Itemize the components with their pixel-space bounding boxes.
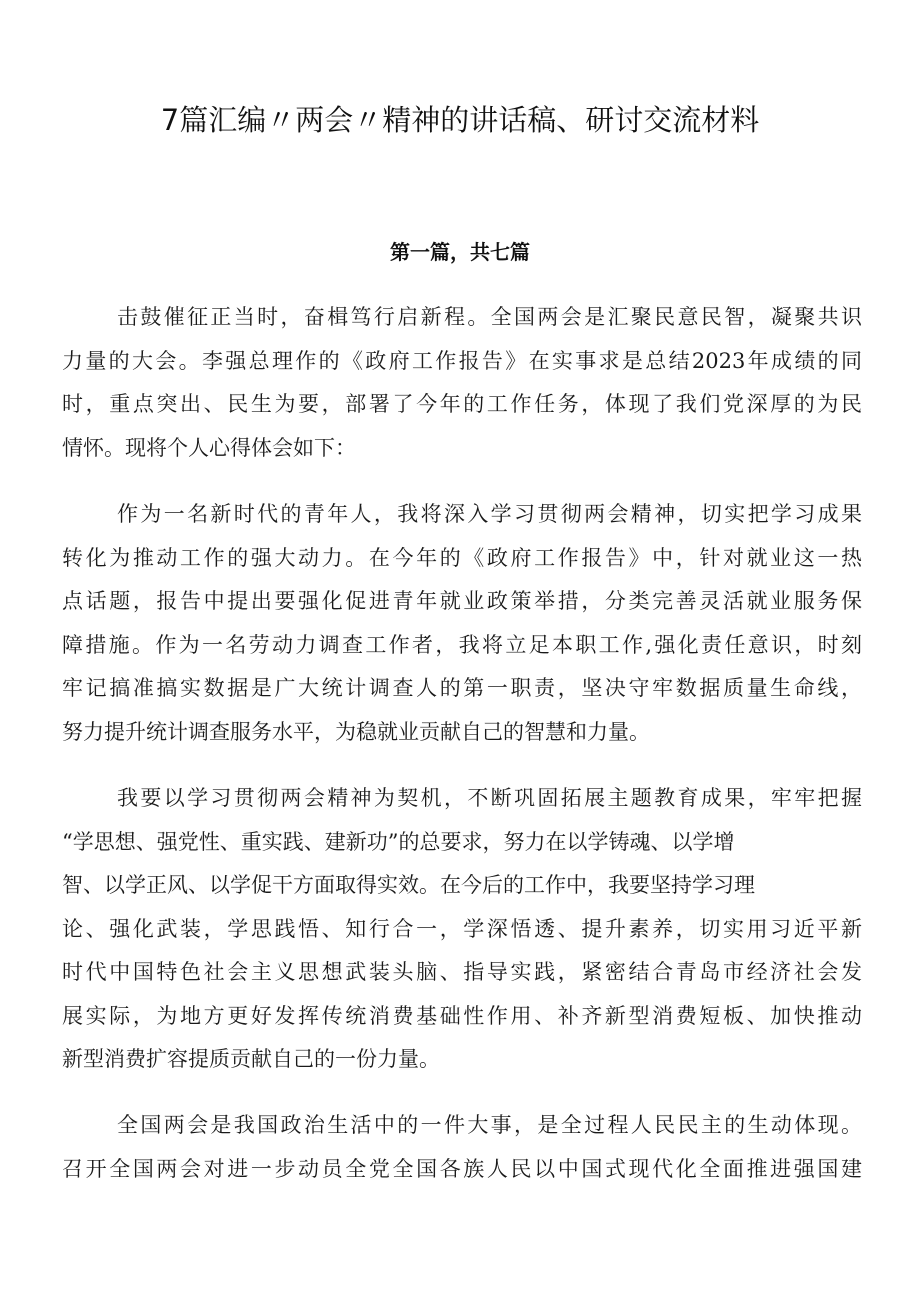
text-line: 时，重点突出、民生为要，部署了今年的工作任务，体现了我们党深厚的为民 bbox=[62, 392, 862, 416]
text-line: 牢记搞准搞实数据是广大统计调查人的第一职责，坚决守牢数据质量生命线， bbox=[62, 676, 862, 700]
text-line: 点话题，报告中提出要强化促进青年就业政策举措，分类完善灵活就业服务保 bbox=[62, 589, 862, 613]
text-line: 智、以学正风、以学促干方面取得实效。在今后的工作中，我要坚持学习理 bbox=[62, 873, 755, 897]
paragraph-3 bbox=[62, 777, 862, 1082]
text-line: 论、强化武装，学思践悟、知行合一，学深悟透、提升素养，切实用习近平新 bbox=[62, 916, 862, 941]
paragraph-2 bbox=[62, 493, 862, 754]
paragraph-4 bbox=[62, 1104, 862, 1191]
text-line: 时代中国特色社会主义思想武装头脑、指导实践，紧密结合青岛市经济社会发 bbox=[62, 960, 862, 984]
text-line: 新型消费扩容提质贡献自己的一份力量。 bbox=[62, 1047, 440, 1071]
text-line: 全国两会是我国政治生活中的一件大事，是全过程人民民主的生动体现。 bbox=[117, 1113, 862, 1137]
text-line: 展实际，为地方更好发挥传统消费基础性作用、补齐新型消费短板、加快推动 bbox=[62, 1003, 862, 1028]
text-line: 召开全国两会对进一步动员全党全国各族人民以中国式现代化全面推进强国建 bbox=[62, 1156, 862, 1181]
text-line: 障措施。作为一名劳动力调查工作者，我将立足本职工作,强化责任意识，时刻 bbox=[62, 632, 862, 657]
paragraph-1 bbox=[62, 296, 862, 470]
text-line: 努力提升统计调查服务水平，为稳就业贡献自己的智慧和力量。 bbox=[62, 719, 650, 744]
document-title: 7篇汇编〃两会〃精神的讲话稿、研讨交流材料 bbox=[160, 103, 760, 137]
text-line: 转化为推动工作的强大动力。在今年的《政府工作报告》中，针对就业这一热 bbox=[62, 545, 862, 570]
text-line: 我要以学习贯彻两会精神为契机，不断巩固拓展主题教育成果，牢牢把握 bbox=[117, 786, 862, 810]
text-line: 情怀。现将个人心得体会如下： bbox=[62, 435, 356, 460]
text-line: 击鼓催征正当时，奋楫笃行启新程。全国两会是汇聚民意民智，凝聚共识 bbox=[117, 305, 862, 329]
text-line: 力量的大会。李强总理作的《政府工作报告》在实事求是总结2023年成绩的同 bbox=[62, 348, 862, 373]
section-heading: 第一篇，共七篇 bbox=[390, 240, 530, 264]
text-line: 作为一名新时代的青年人，我将深入学习贯彻两会精神，切实把学习成果 bbox=[117, 502, 862, 526]
text-line: “学思想、强党性、重实践、建新功”的总要求，努力在以学铸魂、以学增 bbox=[62, 829, 735, 854]
